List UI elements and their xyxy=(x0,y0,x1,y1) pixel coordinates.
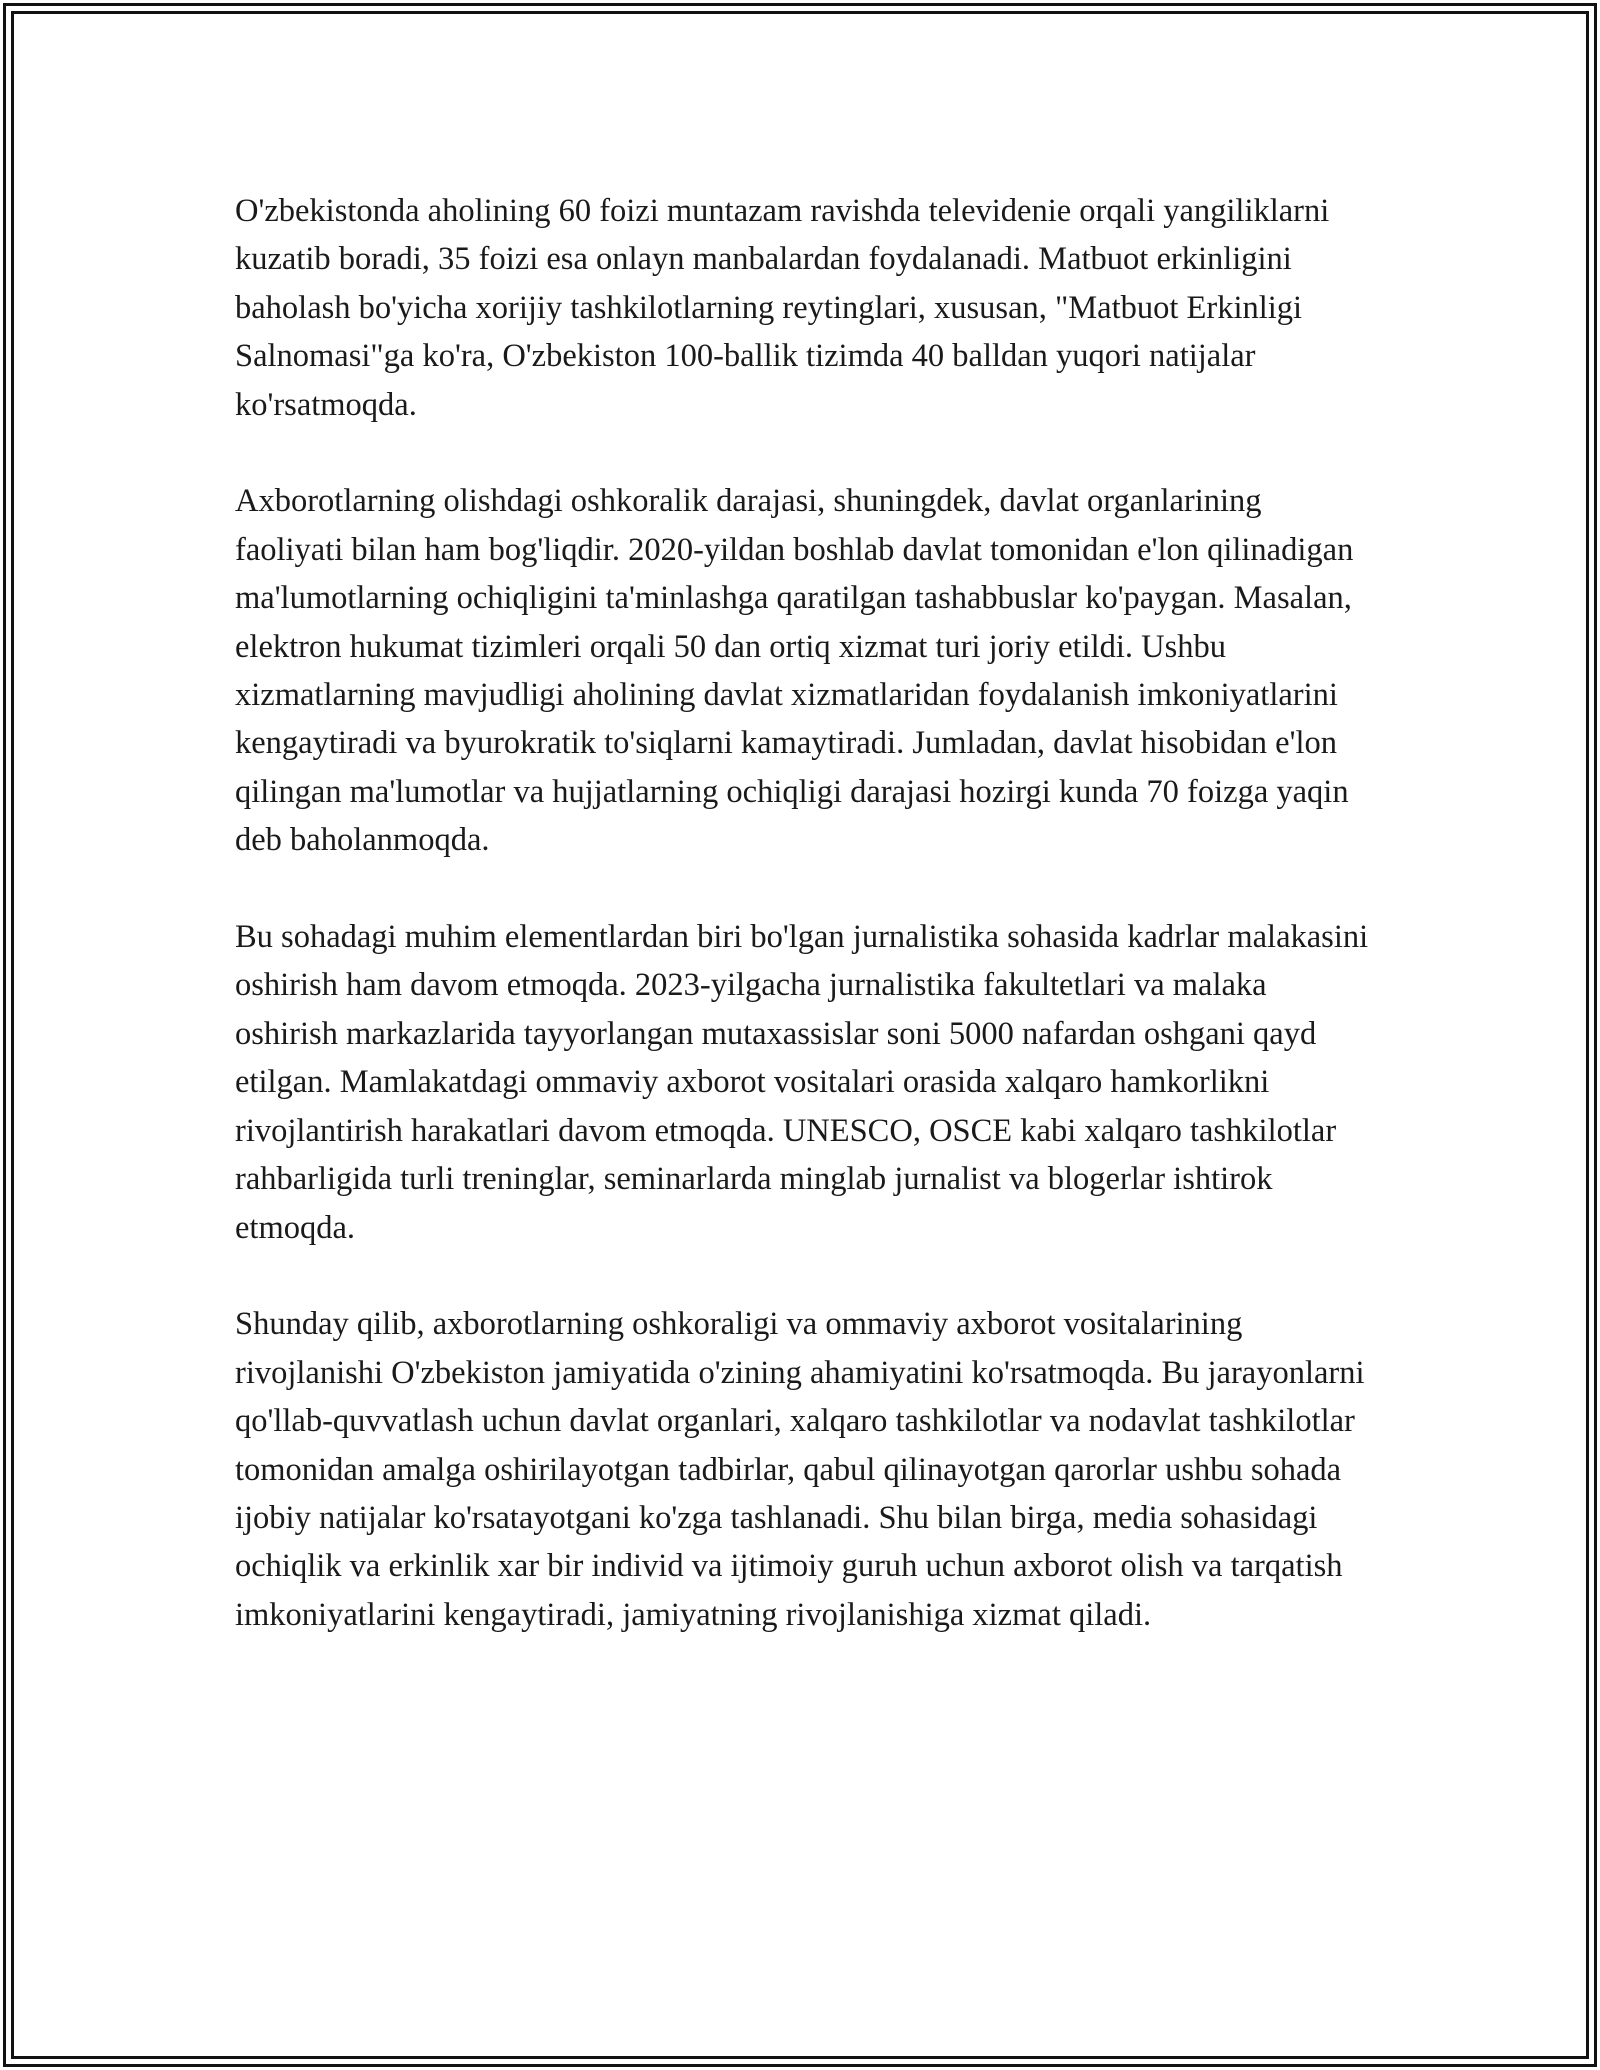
paragraph-3: Bu sohadagi muhim elementlardan biri bo'lgan jurnalistika sohasida kadrlar malakasini oshirish ham davom etmoqda. 2023-yilgacha jurnalistika fakultetlari va malaka oshirish markazlarida tayyorlangan mutaxassislar soni 5000 nafardan oshgani qayd etilgan. Mamlakatdagi ommaviy axborot vositalari orasida xalqaro hamkorlikni rivojlantirish harakatlari davom etmoqda. UNESCO, OSCE kabi xalqaro tashkilotlar rahbarligida turli treninglar, seminarlarda minglab jurnalist va blogerlar ishtirok etmoqda. xyxy=(235,919,1369,1246)
paragraph-2: Axborotlarning olishdagi oshkoralik darajasi, shuningdek, davlat organlarining faoliyati bilan ham bog'liqdir. 2020-yildan boshlab davlat tomonidan e'lon qilinadigan ma'lumotlarning ochiqligini ta'minlashga qaratilgan tashabbuslar ko'paygan. Masalan, elektron hukumat tizimleri orqali 50 dan ortiq xizmat turi joriy etildi. Ushbu xizmatlarning mavjudligi aholining davlat xizmatlaridan foydalanish imkoniyatlarini kengaytiradi va byurokratik to'siqlarni kamaytiradi. Jumladan, davlat hisobidan e'lon qilingan ma'lumotlar va hujjatlarning ochiqligi darajasi hozirgi kunda 70 foizga yaqin deb baholanmoqda. xyxy=(235,483,1354,859)
paragraph-4: Shunday qilib, axborotlarning oshkoraligi va ommaviy axborot vositalarining rivojlanishi O'zbekiston jamiyatida o'zining ahamiyatini ko'rsatmoqda. Bu jarayonlarni qo'llab-quvvatlash uchun davlat organlari, xalqaro tashkilotlar va nodavlat tashkilotlar tomonidan amalga oshirilayotgan tadbirlar, qabul qilinayotgan qarorlar ushbu sohada ijobiy natijalar ko'rsatayotgani ko'zga tashlanadi. Shu bilan birga, media sohasidagi ochiqlik va erkinlik xar bir individ va ijtimoiy guruh uchun axborot olish va tarqatish imkoniyatlarini kengaytiradi, jamiyatning rivojlanishiga xizmat qiladi. xyxy=(235,1306,1365,1633)
paragraph-1: O'zbekistonda aholining 60 foizi muntazam ravishda televidenie orqali yangiliklarni kuzatib boradi, 35 foizi esa onlayn manbalardan foydalanadi. Matbuot erkinligini baholash bo'yicha xorijiy tashkilotlarning reytinglari, xususan, "Matbuot Erkinligi Salnomasi"ga ko'ra, O'zbekiston 100-ballik tizimda 40 balldan yuqori natijalar ko'rsatmoqda. xyxy=(235,193,1330,423)
document-body xyxy=(235,187,1375,1688)
